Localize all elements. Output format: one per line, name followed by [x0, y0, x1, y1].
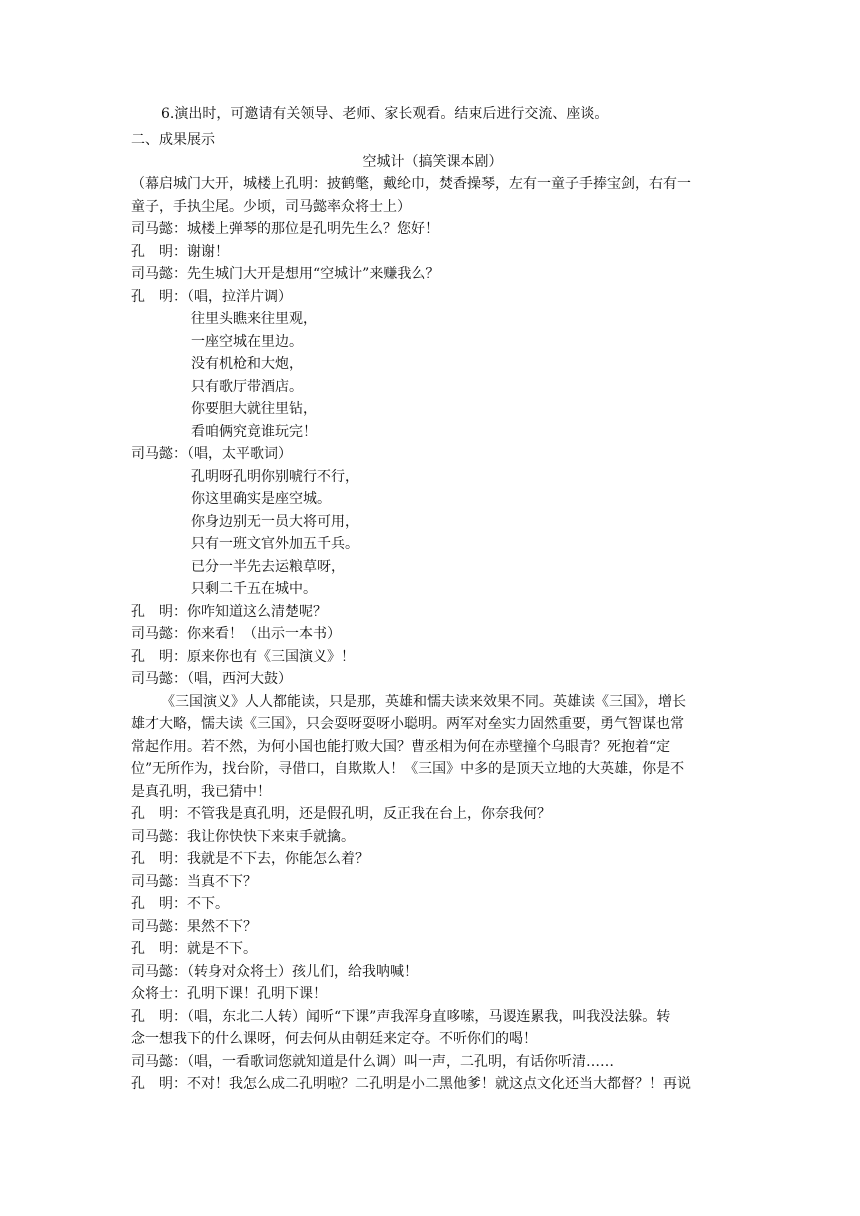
song-lyric: 看咱俩究竟谁玩完！	[191, 424, 317, 440]
dialogue-line: 司马懿：我让你快快下来束手就擒。	[131, 829, 355, 845]
dialogue-line: 孔 明：就是不下。	[131, 941, 257, 957]
dialogue-line: 孔 明：谢谢！	[131, 244, 229, 260]
song-lyric: 你要胆大就往里钻，	[191, 401, 317, 417]
dialogue-line: 司马懿：你来看！（出示一本书）	[131, 626, 341, 642]
paragraph-line: 位”无所作为，找台阶，寻借口，自欺欺人！《三国》中多的是顶天立地的大英雄，你是不	[131, 761, 685, 777]
paragraph-line: 是真孔明，我已猜中！	[131, 784, 271, 800]
song-lyric: 只有歌厅带酒店。	[191, 379, 303, 395]
song-lyric: 孔明呀孔明你别唬行不行，	[191, 469, 359, 485]
dialogue-line: 孔 明：（唱，东北二人转）闻听“下课”声我浑身直哆嗦，马谡连累我，叫我没法躲。转	[131, 1009, 671, 1025]
song-lyric: 你这里确实是座空城。	[191, 491, 331, 507]
dialogue-line: 孔 明：不对！我怎么成二孔明啦？二孔明是小二黑他爹！就这点文化还当大都督？！再说	[131, 1076, 691, 1092]
song-lyric: 已分一半先去运粮草呀，	[191, 559, 345, 575]
song-lyric: 一座空城在里边。	[191, 334, 303, 350]
dialogue-line: 司马懿：当真不下？	[131, 874, 257, 890]
dialogue-line: 孔 明：（唱，拉洋片调）	[131, 289, 292, 305]
dialogue-line: 司马懿：（转身对众将士）孩儿们，给我呐喊！	[131, 964, 418, 980]
song-lyric: 只剩二千五在城中。	[191, 581, 317, 597]
dialogue-line: 孔 明：不管我是真孔明，还是假孔明，反正我在台上，你奈我何？	[131, 806, 551, 822]
dialogue-line: 念一想我下的什么课呀，何去何从由朝廷来定夺。不听你们的喝！	[131, 1031, 537, 1047]
dialogue-line: 司马懿：城楼上弹琴的那位是孔明先生么？您好！	[131, 221, 439, 237]
dialogue-line: 孔 明：你咋知道这么清楚呢？	[131, 604, 327, 620]
dialogue-line: 孔 明：我就是不下去，你能怎么着？	[131, 851, 369, 867]
song-lyric: 你身边别无一员大将可用，	[191, 514, 359, 530]
play-title: 空城计（搞笑课本剧）	[362, 154, 503, 170]
dialogue-line: 司马懿：（唱，太平歌词）	[131, 446, 292, 462]
dialogue-line: 司马懿：（唱，西河大鼓）	[131, 671, 292, 687]
dialogue-line: 孔 明：原来你也有《三国演义》！	[131, 649, 355, 665]
dialogue-line: 司马懿：先生城门大开是想用“空城计”来赚我么？	[131, 266, 440, 282]
song-lyric: 没有机枪和大炮，	[191, 356, 303, 372]
section-heading: 二、成果展示	[131, 132, 215, 148]
paragraph-line: 《三国演义》人人都能读，只是那，英雄和懦夫读来效果不同。英雄读《三国》，增长	[161, 694, 686, 710]
dialogue-line: 孔 明：不下。	[131, 896, 229, 912]
paragraph-line: 雄才大略，懦夫读《三国》，只会耍呀耍呀小聪明。两军对垒实力固然重要，勇气智谋也常	[131, 716, 684, 732]
song-lyric: 往里头瞧来往里观，	[191, 311, 317, 327]
song-lyric: 只有一班文官外加五千兵。	[191, 536, 359, 552]
dialogue-line: 司马懿：（唱，一看歌词您就知道是什么调）叫一声，二孔明，有话你听清……	[131, 1054, 614, 1070]
stage-direction: （幕启城门大开，城楼上孔明：披鹤氅，戴纶巾，焚香操琴，左有一童子手捧宝剑，右有一	[131, 176, 691, 192]
stage-direction: 童子，手执尘尾。少顷，司马懿率众将士上）	[131, 199, 411, 215]
dialogue-line: 众将士：孔明下课！孔明下课！	[131, 986, 327, 1002]
text-line: 6.演出时，可邀请有关领导、老师、家长观看。结束后进行交流、座谈。	[161, 106, 609, 122]
dialogue-line: 司马懿：果然不下？	[131, 919, 257, 935]
paragraph-line: 常起作用。若不然，为何小国也能打败大国？曹丞相为何在赤壁撞个乌眼青？死抱着“定	[131, 739, 671, 755]
